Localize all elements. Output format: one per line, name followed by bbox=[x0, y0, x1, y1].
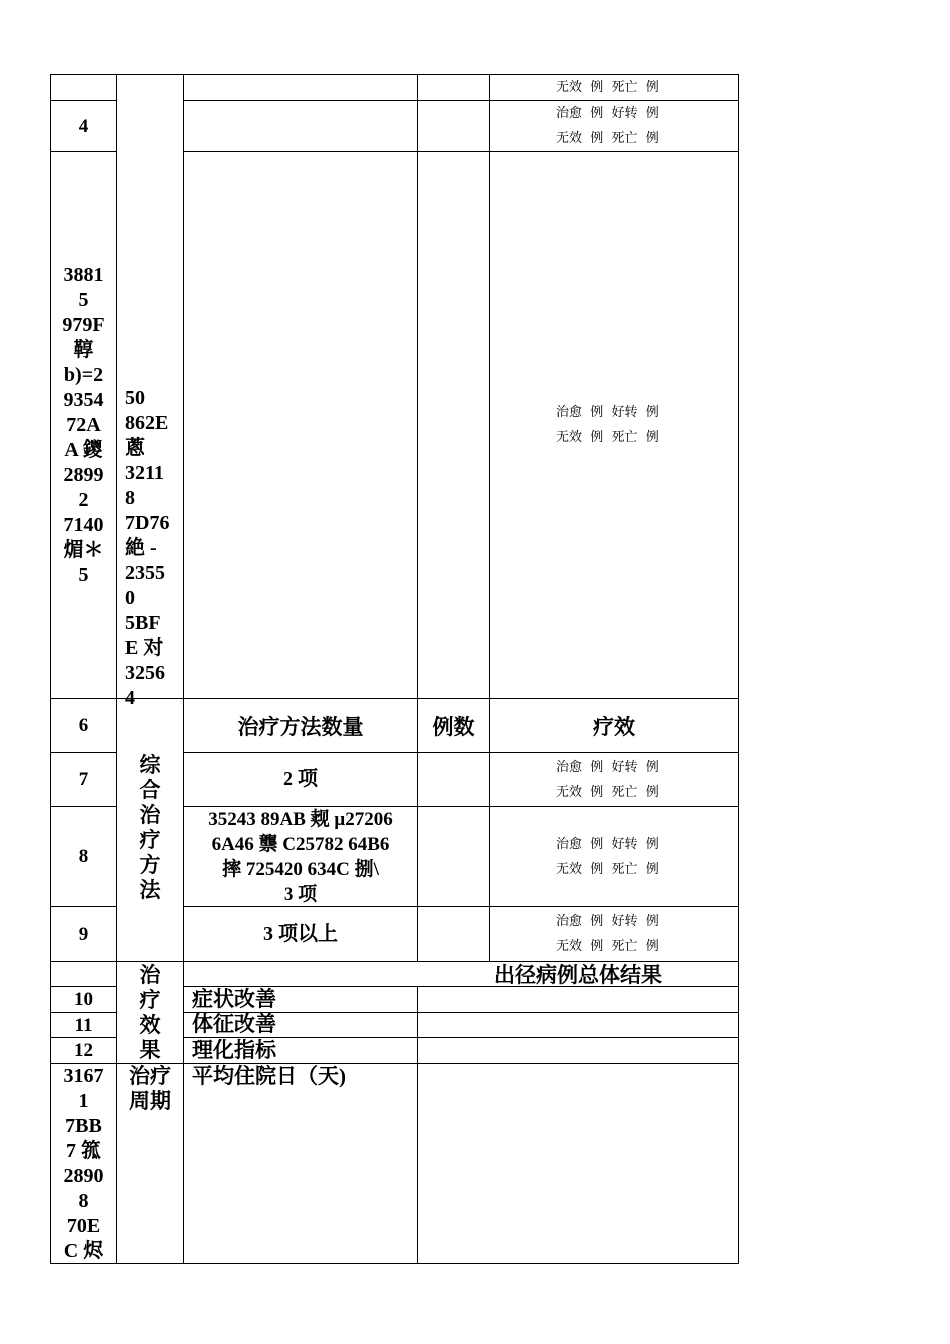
row-number bbox=[51, 753, 116, 806]
label-char: 综 bbox=[139, 753, 161, 777]
result-good-line: 治愈 例 好转 例 bbox=[556, 106, 659, 121]
garbled-line: 7140 bbox=[63, 513, 104, 536]
garbled-line: 摔 725420 634C 捌\ bbox=[222, 858, 379, 880]
garbled-line: 2355 bbox=[125, 562, 165, 584]
garbled-line: 2899 bbox=[63, 463, 104, 486]
summary-title-text: 出径病例总体结果 bbox=[494, 963, 662, 987]
label-char: 疗 bbox=[139, 828, 161, 852]
garbled-line: 鞟 bbox=[73, 338, 94, 361]
result-bad-line: 无效 例 死亡 例 bbox=[556, 862, 659, 877]
result-bad-line: 无效 例 死亡 例 bbox=[556, 785, 659, 800]
label-char: 法 bbox=[139, 878, 161, 902]
row-number-text: 6 bbox=[78, 715, 89, 736]
label-char: 合 bbox=[139, 778, 161, 802]
garbled-line: 3881 bbox=[63, 263, 104, 286]
label-line: 治疗 bbox=[129, 1064, 171, 1088]
grid-line bbox=[417, 74, 418, 962]
result-bad-line: 无效 例 死亡 例 bbox=[556, 80, 659, 95]
garbled-line: 1 bbox=[78, 1090, 89, 1112]
garbled-line: 3167 bbox=[63, 1065, 104, 1087]
treatment-cycle-label bbox=[117, 1064, 183, 1114]
garbled-line: 煝＊ bbox=[63, 538, 104, 561]
garbled-line: 7BB bbox=[65, 1115, 102, 1137]
garbled-code-cell bbox=[51, 152, 116, 698]
result-bad-line: 无效 例 死亡 例 bbox=[556, 430, 659, 445]
header-text: 例数 bbox=[432, 714, 475, 739]
garbled-line: 35243 89AB 觌 μ27206 bbox=[208, 808, 393, 830]
garbled-line: 9354 bbox=[63, 388, 104, 411]
garbled-line: 72A bbox=[66, 413, 101, 436]
grid-line bbox=[738, 74, 739, 1264]
garbled-line: 5 bbox=[78, 288, 89, 311]
effect-item-sign: 体征改善 bbox=[192, 1012, 276, 1036]
garbled-line: A 鑁 bbox=[64, 438, 103, 461]
row-number bbox=[51, 1038, 116, 1063]
result-good-line: 治愈 例 好转 例 bbox=[556, 914, 659, 929]
garbled-line: 絶 - bbox=[125, 537, 157, 559]
row-number-text: 8 bbox=[78, 846, 89, 867]
garbled-line: 2 bbox=[78, 488, 89, 511]
row-number-text: 4 bbox=[78, 115, 89, 137]
label-char: 效 bbox=[139, 1012, 161, 1037]
row-number-text: 7 bbox=[78, 769, 89, 790]
garbled-line: 0 bbox=[125, 587, 135, 609]
row-number bbox=[51, 907, 116, 961]
garbled-line: 5BF bbox=[125, 612, 161, 634]
method-count-cell bbox=[184, 907, 417, 961]
garbled-line: 6A46 龒 C25782 64B6 bbox=[211, 833, 390, 855]
effect-item-symptom: 症状改善 bbox=[192, 987, 276, 1011]
method-count-text: 3 项以上 bbox=[263, 922, 338, 945]
garbled-code-cell bbox=[51, 1064, 116, 1264]
row-number-text: 12 bbox=[74, 1040, 93, 1061]
result-good-line: 治愈 例 好转 例 bbox=[556, 760, 659, 775]
garbled-line: E 对 bbox=[125, 637, 164, 659]
grid-line bbox=[183, 74, 184, 1264]
label-char: 治 bbox=[139, 803, 161, 827]
garbled-line: 979F bbox=[62, 313, 105, 336]
column-header-cases bbox=[418, 699, 489, 752]
garbled-line: 50 bbox=[125, 387, 145, 409]
garbled-line: 7 箛 bbox=[66, 1140, 101, 1162]
garbled-line: 3211 bbox=[125, 462, 164, 484]
garbled-line: 3 项 bbox=[283, 883, 318, 905]
garbled-line: 8 bbox=[125, 487, 135, 509]
column-header-effect bbox=[490, 699, 738, 752]
result-good-line: 治愈 例 好转 例 bbox=[556, 837, 659, 852]
header-text: 疗效 bbox=[593, 714, 635, 739]
method-count-cell bbox=[184, 753, 417, 806]
result-bad-line: 无效 例 死亡 例 bbox=[556, 939, 659, 954]
garbled-line: 7D76 bbox=[125, 512, 170, 534]
label-char: 治 bbox=[139, 962, 161, 987]
header-text: 治疗方法数量 bbox=[237, 714, 364, 739]
effect-item-lab: 理化指标 bbox=[192, 1038, 276, 1062]
row-number bbox=[51, 987, 116, 1012]
label-char: 疗 bbox=[139, 987, 161, 1012]
garbled-line: 8 bbox=[78, 1190, 89, 1212]
result-good-line: 治愈 例 好转 例 bbox=[556, 405, 659, 420]
garbled-line: b)=2 bbox=[63, 363, 104, 386]
garbled-line: 蔥 bbox=[125, 437, 145, 459]
garbled-line: 70E bbox=[66, 1215, 101, 1237]
row-number bbox=[51, 807, 116, 906]
row-number bbox=[51, 101, 116, 151]
avg-stay-label: 平均住院日（天) bbox=[192, 1064, 346, 1088]
garbled-code-cell bbox=[125, 386, 179, 711]
grid-line bbox=[183, 151, 739, 152]
garbled-line: 2890 bbox=[63, 1165, 104, 1187]
row-number bbox=[51, 1013, 116, 1037]
method-count-cell bbox=[184, 807, 417, 906]
result-bad-line: 无效 例 死亡 例 bbox=[556, 131, 659, 146]
garbled-line: 4 bbox=[125, 687, 135, 709]
row-number-text: 10 bbox=[74, 989, 93, 1010]
combined-method-label bbox=[117, 753, 183, 903]
row-number bbox=[51, 699, 116, 752]
label-char: 果 bbox=[139, 1037, 161, 1062]
row-number-text: 11 bbox=[74, 1014, 93, 1036]
grid-line bbox=[417, 986, 418, 1264]
method-count-text: 2 项 bbox=[283, 768, 318, 790]
grid-line bbox=[489, 74, 490, 962]
garbled-line: C 烬 bbox=[63, 1240, 104, 1262]
garbled-line: 862E bbox=[125, 412, 169, 434]
grid-line bbox=[50, 1263, 739, 1264]
column-header-method-count bbox=[184, 699, 417, 752]
garbled-line: 5 bbox=[78, 563, 89, 586]
treatment-effect-label bbox=[117, 962, 183, 1063]
label-char: 方 bbox=[139, 853, 161, 877]
label-line: 周期 bbox=[129, 1089, 171, 1113]
garbled-line: 3256 bbox=[125, 662, 165, 684]
row-number-text: 9 bbox=[78, 923, 89, 945]
summary-title bbox=[418, 962, 738, 986]
